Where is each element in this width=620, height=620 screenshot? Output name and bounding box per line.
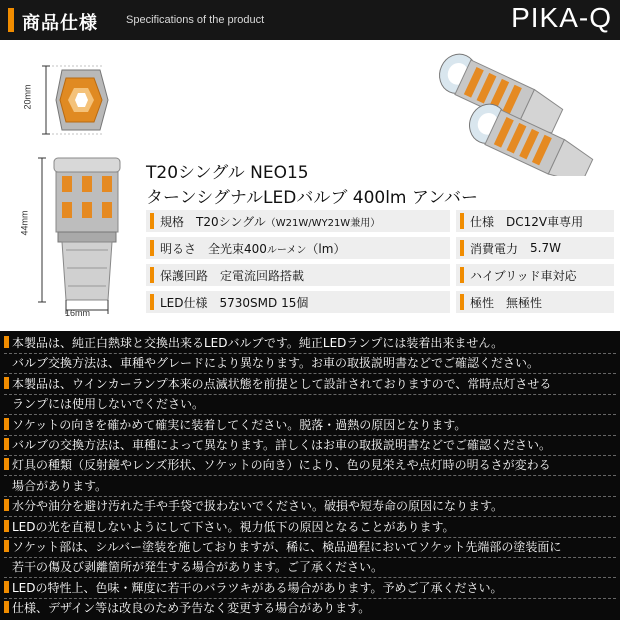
note-separator <box>4 455 616 456</box>
note-bullet <box>4 438 9 450</box>
spec-hybrid <box>456 264 614 286</box>
base-width-label: 16mm <box>65 308 91 318</box>
note-text: ランプには使用しないでください。 <box>12 397 205 412</box>
note-text: ソケット部は、シルバー塗装を施しておりますが、稀に、検品過程においてソケット先端部の塗装面に <box>12 540 562 554</box>
spec-polarity-value: 無極性 <box>506 295 543 310</box>
spec-brightness <box>146 237 450 259</box>
spec-marker <box>150 213 154 229</box>
spec-marker <box>460 240 464 256</box>
note-bullet <box>4 458 9 470</box>
note-text: バルブ交換方法は、車種やグレードにより異なります。お車の取扱説明書などでご確認ください。 <box>12 356 540 371</box>
spec-marker <box>460 267 464 283</box>
header-accent <box>8 8 14 32</box>
note-line <box>4 498 616 514</box>
header-title: 商品仕様 <box>22 13 98 34</box>
spec-standard <box>146 210 450 232</box>
bulb-side-view-image <box>19 150 142 320</box>
note-line <box>4 396 616 412</box>
note-text: 本製品は、ウインカーランプ本来の点滅状態を前提として設計されておりますので、常時点灯させる <box>12 376 552 391</box>
note-line <box>4 355 616 371</box>
note-text: 場合があります。 <box>12 478 108 493</box>
spec-polarity <box>456 291 614 313</box>
spec-power-key: 消費電力 <box>470 241 519 256</box>
notes-panel <box>0 331 620 620</box>
spec-spec <box>456 210 614 232</box>
spec-marker <box>150 240 154 256</box>
spec-circuit-value: 定電流回路搭載 <box>220 268 305 283</box>
note-text: 仕様、デザイン等は改良のため予告なく変更する場合があります。 <box>12 601 371 616</box>
header-bar <box>0 0 620 40</box>
spec-spec-value: DC12V車専用 <box>506 214 584 229</box>
note-text: 本製品は、純正白熱球と交換出来るLEDバルブです。純正LEDランプには装着出来ません。 <box>12 336 504 350</box>
header-subtitle: Specifications of the product <box>126 14 265 26</box>
spec-polarity-key: 極性 <box>470 295 495 310</box>
note-line <box>4 417 616 433</box>
note-bullet <box>4 601 9 613</box>
brand-logo: PIKA-Q <box>511 2 612 33</box>
spec-standard-value: T20シングル <box>196 214 266 229</box>
note-separator <box>4 435 616 436</box>
spec-circuit-key: 保護回路 <box>160 268 209 283</box>
note-line <box>4 478 616 494</box>
note-bullet <box>4 377 9 389</box>
note-separator <box>4 475 616 476</box>
spec-led-key: LED仕様 <box>160 295 208 310</box>
note-separator <box>4 598 616 599</box>
top-height-label: 20mm <box>22 84 33 110</box>
note-text: 水分や油分を避け汚れた手や手袋で扱わないでください。破損や短寿命の原因になります。 <box>12 499 504 514</box>
note-separator <box>4 496 616 497</box>
note-bullet <box>4 336 9 348</box>
note-bullet <box>4 581 9 593</box>
note-separator <box>4 353 616 354</box>
note-text: ソケットの向きを確かめて確実に装着してください。脱落・過熱の原因となります。 <box>12 417 467 432</box>
product-name-line1: T20シングル NEO15 <box>146 163 309 183</box>
spec-power <box>456 237 614 259</box>
spec-marker <box>460 294 464 310</box>
note-text: 若干の傷及び剥離箇所が発生する場合があります。ご了承ください。 <box>12 560 384 575</box>
note-line <box>4 335 616 351</box>
spec-marker <box>460 213 464 229</box>
note-bullet <box>4 520 9 532</box>
product-name-line2: ターンシグナルLEDバルブ 400lm アンバー <box>146 188 479 208</box>
note-line <box>4 519 616 535</box>
spec-hybrid-text: ハイブリッド車対応 <box>470 268 577 283</box>
note-bullet <box>4 499 9 511</box>
note-separator <box>4 516 616 517</box>
note-separator <box>4 394 616 395</box>
note-text: LEDの光を直視しないようにして下さい。視力低下の原因となることがあります。 <box>12 519 455 534</box>
spec-standard-key: 規格 <box>160 214 185 229</box>
product-photo-image <box>405 46 595 176</box>
note-separator <box>4 373 616 374</box>
spec-brightness-value: 全光束400 <box>208 241 267 256</box>
note-bullet <box>4 540 9 552</box>
spec-marker <box>150 267 154 283</box>
spec-spec-key: 仕様 <box>470 214 495 229</box>
spec-led <box>146 291 450 313</box>
note-line <box>4 376 616 392</box>
note-separator <box>4 557 616 558</box>
spec-brightness-unit: ルーメン <box>266 244 307 256</box>
note-text: 灯具の種類（反射鏡やレンズ形状、ソケットの向き）により、色の見栄えや点灯時の明るさが変わる <box>12 458 551 473</box>
note-separator <box>4 414 616 415</box>
note-text: LEDの特性上、色味・輝度に若干のバラツキがある場合があります。予めご了承ください。 <box>12 580 503 595</box>
spec-led-value: 5730SMD 15個 <box>219 295 309 310</box>
note-line <box>4 600 616 616</box>
note-line <box>4 559 616 575</box>
spec-circuit <box>146 264 450 286</box>
note-line <box>4 437 616 453</box>
spec-brightness-note: （lm） <box>306 241 346 256</box>
note-line <box>4 457 616 473</box>
note-separator <box>4 537 616 538</box>
spec-power-value: 5.7W <box>530 241 561 255</box>
side-height-label: 44mm <box>19 210 30 236</box>
note-line <box>4 539 616 555</box>
spec-standard-note: （W21W/WY21W兼用） <box>265 217 381 229</box>
bulb-top-view-image <box>22 60 122 150</box>
note-bullet <box>4 418 9 430</box>
note-separator <box>4 577 616 578</box>
note-text: バルブの交換方法は、車種によって異なります。詳しくはお車の取扱説明書などでご確認ください。 <box>12 438 552 452</box>
spec-brightness-key: 明るさ <box>160 241 197 256</box>
note-line <box>4 580 616 596</box>
spec-marker <box>150 294 154 310</box>
